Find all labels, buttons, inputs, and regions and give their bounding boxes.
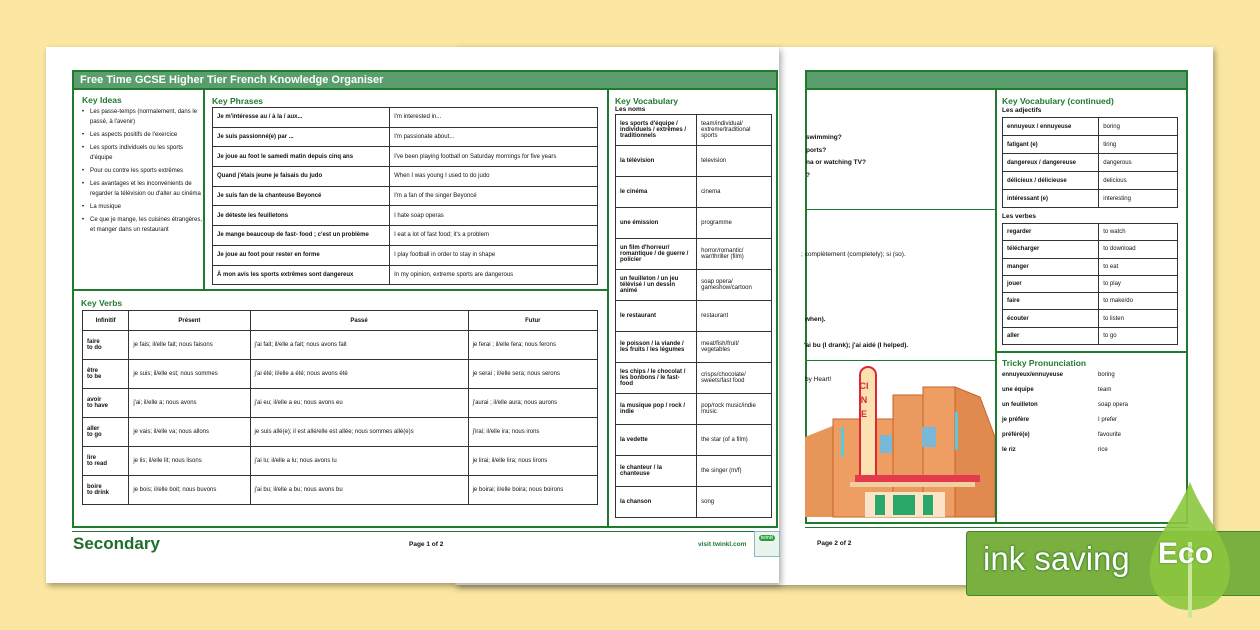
translation-cell: to watch bbox=[1099, 224, 1178, 241]
term-cell: les chips / le chocolat / les bonbons / le fast-food bbox=[616, 363, 697, 394]
table-row bbox=[83, 476, 598, 505]
table-row bbox=[83, 389, 598, 418]
term: ennuyeux/ennuyeuse bbox=[1002, 372, 1064, 378]
infinitive-cell: avoir to have bbox=[83, 389, 129, 418]
translation-cell: to listen bbox=[1099, 310, 1178, 327]
conjugation-cell: je bois; il/elle boit; nous buvons bbox=[129, 476, 250, 505]
translation-cell: to download bbox=[1099, 241, 1178, 258]
column-header: Passé bbox=[250, 311, 468, 331]
translation-cell: I'm a fan of the singer Beyoncé bbox=[390, 186, 598, 206]
term-cell: Je m'intéresse au / à la / aux... bbox=[213, 108, 390, 128]
translation-cell: programme bbox=[697, 208, 772, 239]
translation-cell: meat/fish/fruit/ vegetables bbox=[697, 332, 772, 363]
tricky-pronunciation-list bbox=[1002, 372, 1172, 462]
table-row bbox=[1003, 136, 1178, 154]
term-cell: À mon avis les sports extrêmes sont dangereux bbox=[213, 265, 390, 285]
cinema-sign: CINE bbox=[859, 381, 869, 419]
eco-label: Eco bbox=[1158, 537, 1214, 570]
key-idea-item: • La musique bbox=[82, 202, 204, 212]
pronunciation-item bbox=[1002, 447, 1172, 462]
translation-cell: horror/romantic/ war/thriller (film) bbox=[697, 239, 772, 270]
term-cell: la vedette bbox=[616, 425, 697, 456]
questions bbox=[806, 132, 866, 182]
section-heading: Tricky Pronunciation bbox=[1002, 358, 1087, 368]
table-row bbox=[1003, 172, 1178, 190]
term: je préfère bbox=[1002, 417, 1030, 423]
question: swimming? bbox=[806, 134, 842, 141]
question: ? bbox=[806, 171, 810, 179]
term: préféré(e) bbox=[1002, 432, 1030, 438]
table-row bbox=[616, 487, 772, 518]
translation-cell: restaurant bbox=[697, 301, 772, 332]
term-cell: délicieux / délicieuse bbox=[1003, 172, 1099, 190]
translation: favourite bbox=[1098, 432, 1122, 438]
subheading: Les noms bbox=[615, 106, 646, 113]
divider bbox=[805, 209, 997, 210]
term-cell: la chanson bbox=[616, 487, 697, 518]
pronunciation-item bbox=[1002, 387, 1172, 402]
key-ideas-section bbox=[76, 93, 204, 283]
infinitive-cell: boire to drink bbox=[83, 476, 129, 505]
conjugation-cell: j'ai été; il/elle a été; nous avons été bbox=[250, 360, 468, 389]
translation-cell: television bbox=[697, 146, 772, 177]
divider bbox=[995, 88, 997, 524]
table-row bbox=[616, 177, 772, 208]
translation: I prefer bbox=[1098, 417, 1118, 423]
snippet: by Heart! bbox=[805, 376, 832, 383]
section-heading: Key Vocabulary bbox=[615, 96, 679, 106]
table-row bbox=[616, 146, 772, 177]
term-cell: Je joue au foot le samedi matin depuis cinq ans bbox=[213, 147, 390, 167]
table-row bbox=[1003, 258, 1178, 275]
translation-cell: pop/rock music/indie music bbox=[697, 394, 772, 425]
divider bbox=[805, 527, 1188, 528]
table-row bbox=[1003, 190, 1178, 208]
section-heading: Key Phrases bbox=[212, 96, 264, 106]
conjugation-cell: j'ai eu; il/elle a eu; nous avons eu bbox=[250, 389, 468, 418]
key-idea-item: • Les avantages et les inconvénients de regarder la télévision ou d'aller au cinéma bbox=[82, 179, 204, 199]
infinitive-cell: lire to read bbox=[83, 447, 129, 476]
translation-cell: interesting bbox=[1099, 190, 1178, 208]
translation-cell: I hate soap operas bbox=[390, 206, 598, 226]
translation-cell: the star (of a film) bbox=[697, 425, 772, 456]
term-cell: dangereux / dangereuse bbox=[1003, 154, 1099, 172]
section-heading: Key Verbs bbox=[81, 298, 123, 308]
infinitive-cell: aller to go bbox=[83, 418, 129, 447]
term-cell: les sports d'équipe / individuels / extrêmes / traditionnels bbox=[616, 115, 697, 146]
term-cell: Je joue au foot pour rester en forme bbox=[213, 245, 390, 265]
key-idea-item: • Les aspects positifs de l'exercice bbox=[82, 130, 204, 140]
table-row bbox=[616, 115, 772, 146]
table-row bbox=[83, 360, 598, 389]
table-row bbox=[213, 147, 598, 167]
page-title: GCSE Higher Tier French Knowledge Organiser bbox=[134, 74, 384, 86]
term-cell: écouter bbox=[1003, 310, 1099, 327]
table-row bbox=[1003, 275, 1178, 292]
subheading: Les verbes bbox=[1002, 213, 1036, 220]
translation: team bbox=[1098, 387, 1112, 393]
conjugation-cell: je ferai ; il/elle fera; nous ferons bbox=[468, 331, 597, 360]
header-row bbox=[83, 311, 598, 331]
key-phrases-table bbox=[212, 107, 598, 285]
term-cell: Je mange beaucoup de fast- food ; c'est un problème bbox=[213, 226, 390, 246]
conjugation-cell: j'ai fait; il/elle a fait; nous avons fait bbox=[250, 331, 468, 360]
translation-cell: I'm passionate about... bbox=[390, 127, 598, 147]
translation: soap opera bbox=[1098, 402, 1129, 408]
conjugation-cell: je boirai; il/elle boira; nous boirons bbox=[468, 476, 597, 505]
conjugation-cell: je lis; il/elle lit; nous lisons bbox=[129, 447, 250, 476]
translation-cell: I play football in order to stay in shape bbox=[390, 245, 598, 265]
snippet: 'ai bu (I drank); j'ai aidé (I helped). bbox=[804, 342, 909, 349]
conjugation-cell: je suis; il/elle est; nous sommes bbox=[129, 360, 250, 389]
column-header: Infinitif bbox=[83, 311, 129, 331]
table-row bbox=[213, 127, 598, 147]
translation-cell: song bbox=[697, 487, 772, 518]
translation-cell: cinema bbox=[697, 177, 772, 208]
table-row bbox=[616, 208, 772, 239]
translation-cell: boring bbox=[1099, 118, 1178, 136]
divider bbox=[72, 289, 608, 291]
subheading: Les adjectifs bbox=[1002, 107, 1042, 114]
term: un feuilleton bbox=[1002, 402, 1038, 408]
conjugation-cell: j'ai lu; il/elle a lu; nous avons lu bbox=[250, 447, 468, 476]
column-header: Futur bbox=[468, 311, 597, 331]
table-row bbox=[1003, 310, 1178, 327]
term-cell: télécharger bbox=[1003, 241, 1099, 258]
translation-cell: I've been playing football on Saturday mornings for five years bbox=[390, 147, 598, 167]
page-2-title-bar bbox=[805, 70, 1188, 90]
term-cell: Quand j'étais jeune je faisais du judo bbox=[213, 167, 390, 187]
table-row bbox=[213, 265, 598, 285]
logo-text: twinkl bbox=[760, 535, 774, 541]
term-cell: le cinéma bbox=[616, 177, 697, 208]
title-bar bbox=[72, 70, 778, 90]
verbs-table bbox=[1002, 223, 1178, 345]
key-idea-item: • Les sports individuels ou les sports d'équipe bbox=[82, 143, 204, 163]
snippet: ; complètement (completely); si (so). bbox=[801, 251, 906, 258]
term-cell: Je suis passionné(e) par ... bbox=[213, 127, 390, 147]
conjugation-cell: je vais; il/elle va; nous allons bbox=[129, 418, 250, 447]
term-cell: le restaurant bbox=[616, 301, 697, 332]
translation-cell: to make/do bbox=[1099, 293, 1178, 310]
table-row bbox=[1003, 154, 1178, 172]
table-row bbox=[213, 186, 598, 206]
term-cell: la musique pop / rock / indie bbox=[616, 394, 697, 425]
pronunciation-item bbox=[1002, 417, 1172, 432]
key-idea-item: • Les passe-temps (normalement, dans le passé, à l'avenir) bbox=[82, 107, 204, 127]
table-row bbox=[213, 167, 598, 187]
table-row bbox=[616, 239, 772, 270]
translation-cell: to play bbox=[1099, 275, 1178, 292]
ink-saving-label: ink saving bbox=[983, 540, 1130, 577]
translation-cell: soap opera/ gameshow/cartoon bbox=[697, 270, 772, 301]
divider bbox=[72, 531, 778, 532]
translation-cell: delicious bbox=[1099, 172, 1178, 190]
table-row bbox=[1003, 293, 1178, 310]
table-row bbox=[1003, 118, 1178, 136]
table-row bbox=[213, 108, 598, 128]
conjugation-cell: j'aurai ; il/elle aura; nous aurons bbox=[468, 389, 597, 418]
key-vocabulary-table bbox=[615, 114, 772, 518]
conjugation-cell: je suis allé(e); il est allé/elle est allée; nous sommes allé(e)s bbox=[250, 418, 468, 447]
term: une équipe bbox=[1002, 387, 1034, 393]
translation-cell: When I was young I used to do judo bbox=[390, 167, 598, 187]
table-row bbox=[1003, 224, 1178, 241]
pronunciation-item bbox=[1002, 402, 1172, 417]
section-heading: Key Ideas bbox=[82, 95, 122, 105]
table-row bbox=[616, 425, 772, 456]
twinkl-logo bbox=[754, 531, 780, 557]
table-row bbox=[616, 332, 772, 363]
key-ideas-list bbox=[82, 107, 204, 238]
term-cell: la télévision bbox=[616, 146, 697, 177]
twinkl-link[interactable]: visit twinkl.com bbox=[698, 541, 747, 548]
title-prefix: Free Time bbox=[80, 74, 135, 86]
term-cell: fatigant (e) bbox=[1003, 136, 1099, 154]
column-header: Présent bbox=[129, 311, 250, 331]
key-verbs-table bbox=[82, 310, 598, 505]
conjugation-cell: je serai ; il/elle sera; nous serons bbox=[468, 360, 597, 389]
table-row bbox=[616, 301, 772, 332]
page-1-preview bbox=[46, 47, 779, 583]
term-cell: une émission bbox=[616, 208, 697, 239]
table-row bbox=[213, 206, 598, 226]
table-row bbox=[213, 226, 598, 246]
term-cell: le poisson / la viande / les fruits / les légumes bbox=[616, 332, 697, 363]
table-row bbox=[83, 331, 598, 360]
term: le riz bbox=[1002, 447, 1016, 453]
translation-cell: I'm interested in... bbox=[390, 108, 598, 128]
pronunciation-item bbox=[1002, 372, 1172, 387]
table-row bbox=[616, 394, 772, 425]
translation-cell: dangerous bbox=[1099, 154, 1178, 172]
infinitive-cell: faire to do bbox=[83, 331, 129, 360]
section-heading: Key Vocabulary (continued) bbox=[1002, 96, 1114, 106]
term-cell: Je suis fan de la chanteuse Beyoncé bbox=[213, 186, 390, 206]
conjugation-cell: je fais; il/elle fait; nous faisons bbox=[129, 331, 250, 360]
translation-cell: to go bbox=[1099, 327, 1178, 344]
conjugation-cell: j'ai; il/elle a; nous avons bbox=[129, 389, 250, 418]
term-cell: ennuyeux / ennuyeuse bbox=[1003, 118, 1099, 136]
term-cell: intéressant (e) bbox=[1003, 190, 1099, 208]
question: na or watching TV? bbox=[806, 159, 866, 166]
term-cell: aller bbox=[1003, 327, 1099, 344]
term-cell: jouer bbox=[1003, 275, 1099, 292]
page-number: Page 2 of 2 bbox=[817, 540, 852, 547]
table-row bbox=[616, 363, 772, 394]
translation: rice bbox=[1098, 447, 1108, 453]
term-cell: regarder bbox=[1003, 224, 1099, 241]
table-row bbox=[1003, 327, 1178, 344]
conjugation-cell: j'ai bu; il/elle a bu; nous avons bu bbox=[250, 476, 468, 505]
term-cell: Je déteste les feuilletons bbox=[213, 206, 390, 226]
page-number: Page 1 of 2 bbox=[409, 541, 444, 548]
translation-cell: In my opinion, extreme sports are dangerous bbox=[390, 265, 598, 285]
divider bbox=[607, 88, 609, 528]
translation-cell: to eat bbox=[1099, 258, 1178, 275]
adjectives-table bbox=[1002, 117, 1178, 208]
term-cell: manger bbox=[1003, 258, 1099, 275]
term-cell: un feuilleton / un jeu télévisé / un dessin animé bbox=[616, 270, 697, 301]
secondary-brand: Secondary bbox=[73, 534, 160, 553]
infinitive-cell: être to be bbox=[83, 360, 129, 389]
cinema-illustration bbox=[805, 357, 995, 522]
table-row bbox=[83, 447, 598, 476]
term-cell: faire bbox=[1003, 293, 1099, 310]
translation-cell: crisps/chocolate/ sweets/fast food bbox=[697, 363, 772, 394]
translation-cell: I eat a lot of fast food; it's a problem bbox=[390, 226, 598, 246]
table-row bbox=[616, 456, 772, 487]
term-cell: un film d'horreur/ romantique / de guerre / policier bbox=[616, 239, 697, 270]
table-row bbox=[1003, 241, 1178, 258]
question: ports? bbox=[806, 146, 827, 154]
translation-cell: tiring bbox=[1099, 136, 1178, 154]
snippet: when). bbox=[805, 316, 826, 323]
translation: boring bbox=[1098, 372, 1115, 378]
table-row bbox=[213, 245, 598, 265]
translation-cell: team/individual/ extreme/traditional sports bbox=[697, 115, 772, 146]
key-idea-item: • Pour ou contre les sports extrêmes bbox=[82, 166, 204, 176]
key-idea-item: • Ce que je mange, les cuisines étrangères, et manger dans un restaurant bbox=[82, 215, 204, 235]
table-row bbox=[83, 418, 598, 447]
translation-cell: the singer (m/f) bbox=[697, 456, 772, 487]
conjugation-cell: je lirai; il/elle lira; nous lirons bbox=[468, 447, 597, 476]
table-row bbox=[616, 270, 772, 301]
pronunciation-item bbox=[1002, 432, 1172, 447]
divider bbox=[995, 351, 1188, 353]
conjugation-cell: j'irai; il/elle ira; nous irons bbox=[468, 418, 597, 447]
term-cell: le chanteur / la chanteuse bbox=[616, 456, 697, 487]
